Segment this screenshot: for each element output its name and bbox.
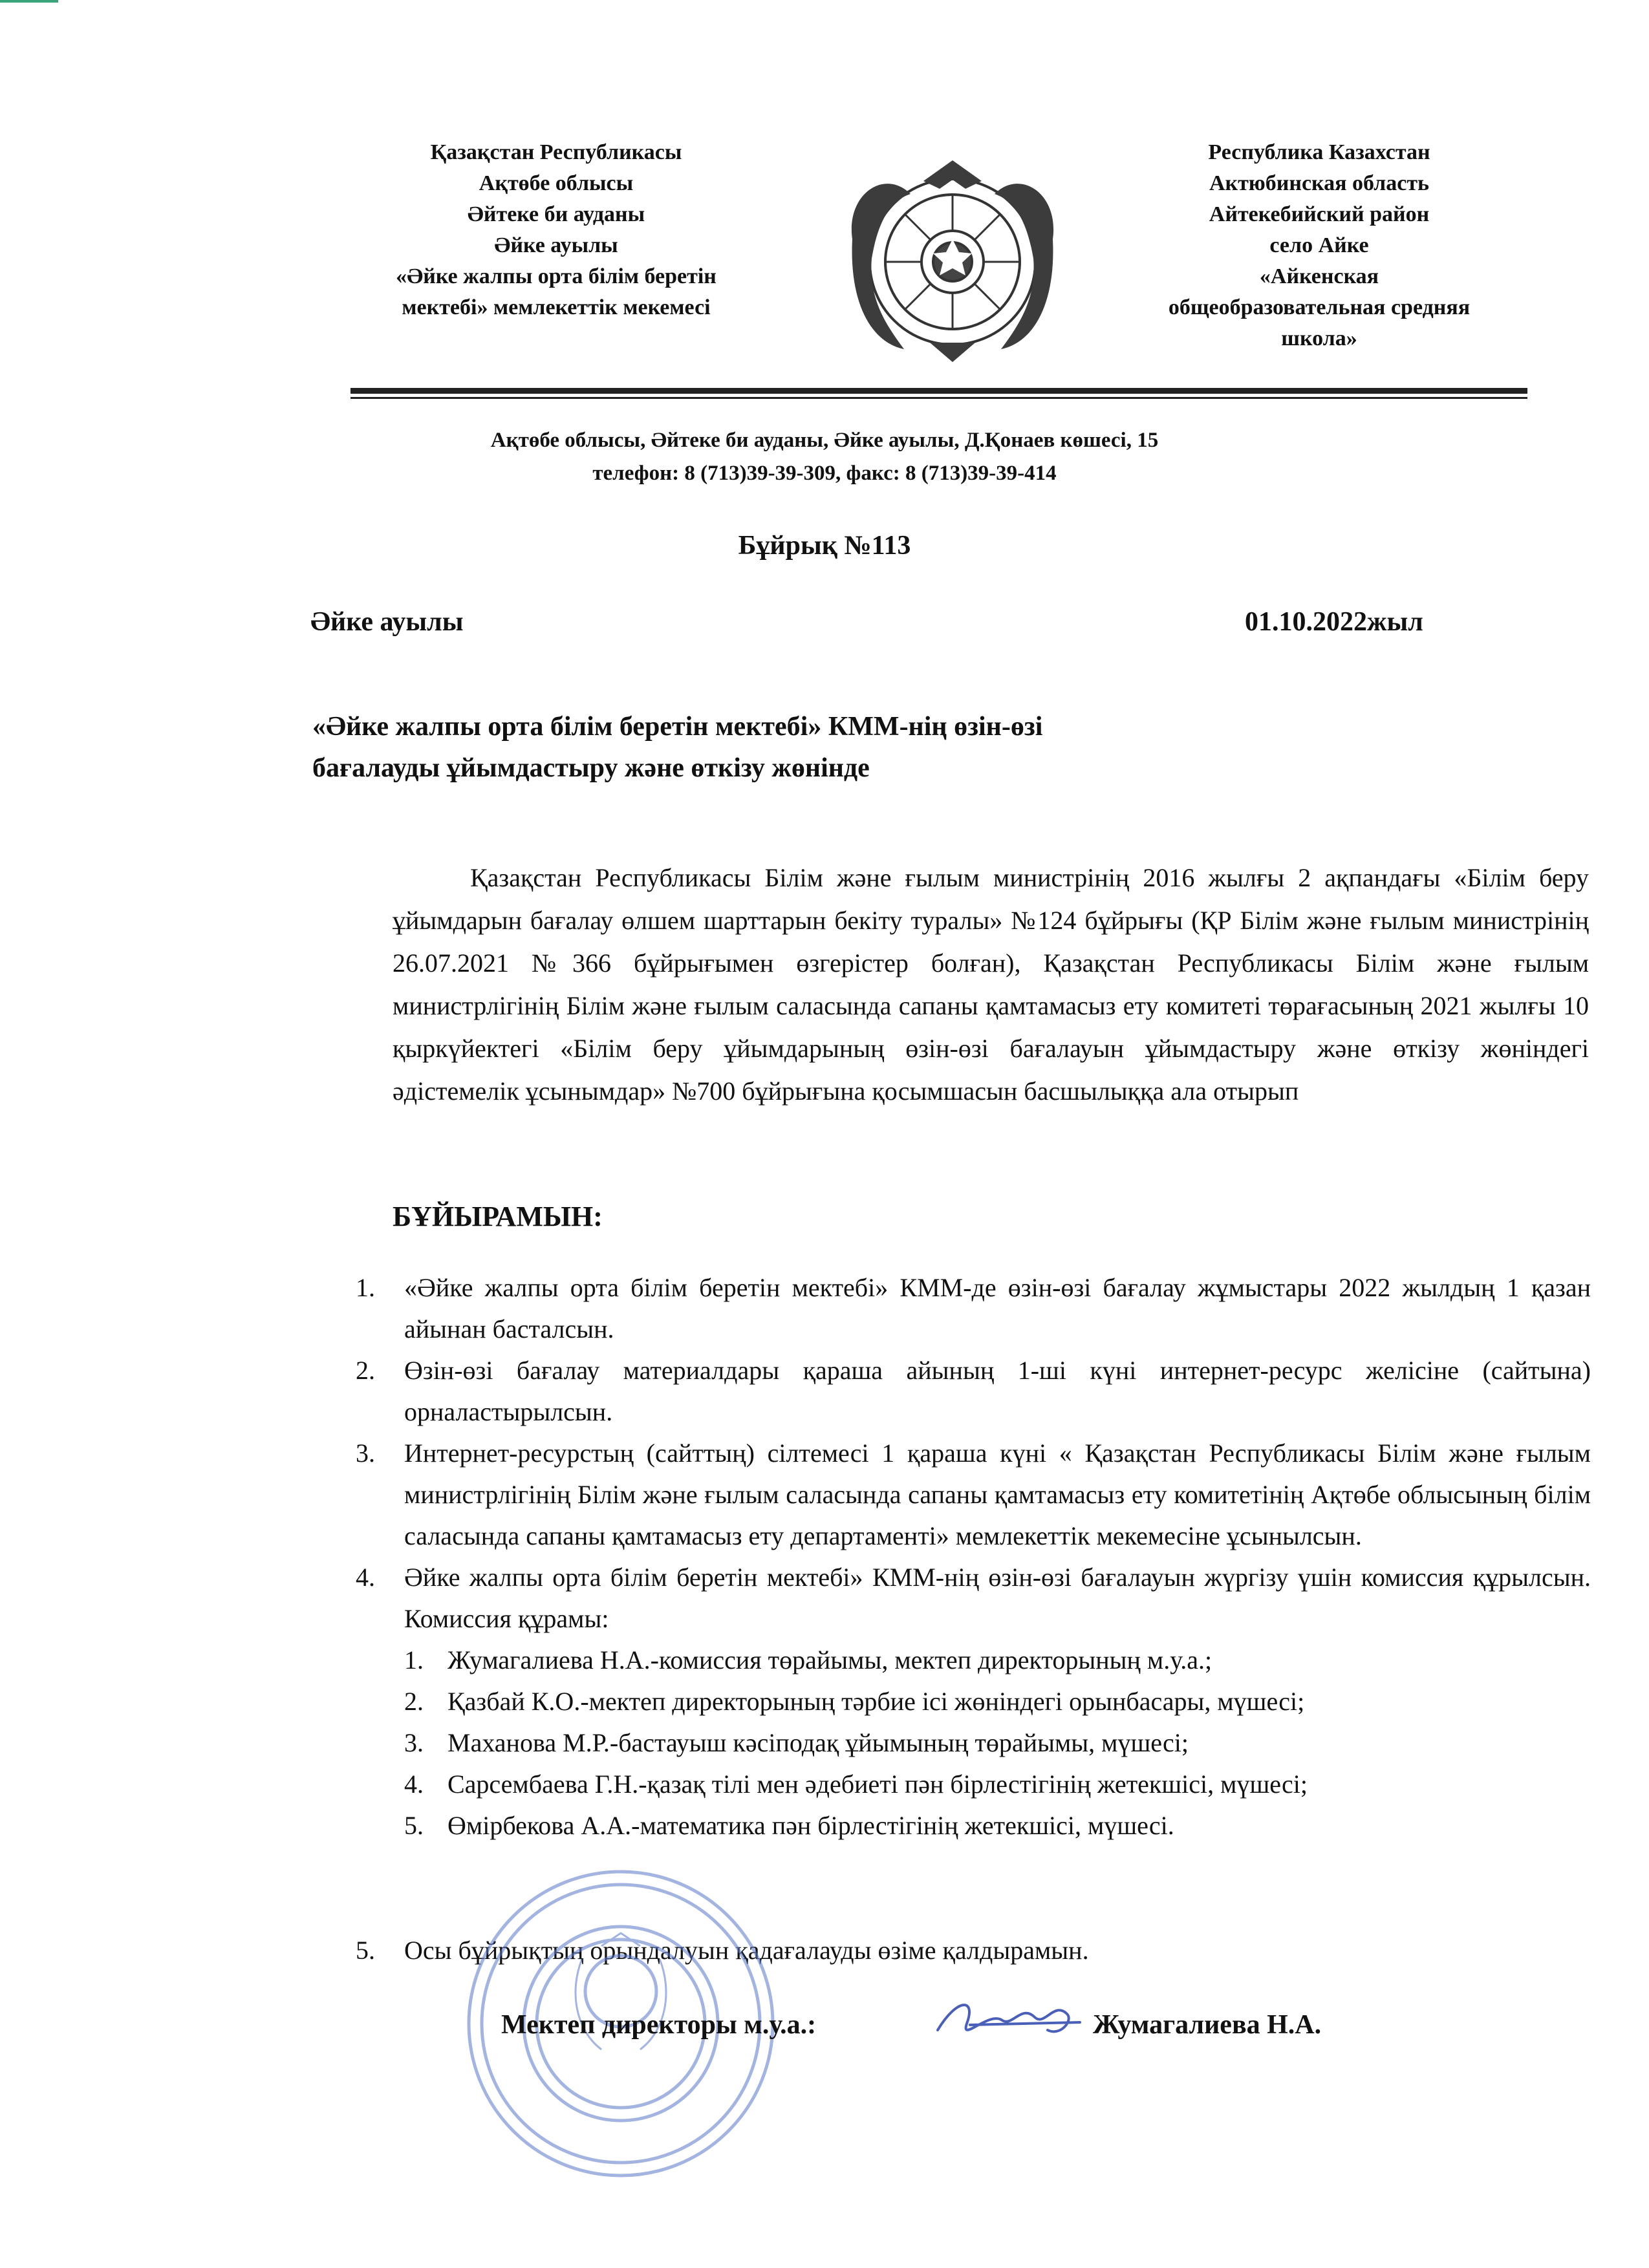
header-right-line: «Айкенская [1259,264,1379,288]
decree-word: БҰЙЫРАМЫН: [393,1201,603,1232]
commission-member-number: 2. [404,1687,424,1716]
commission-member-number: 1. [404,1645,424,1674]
commission-member-text: Өмірбекова А.А.-математика пән бірлестігінің жетекшісі, мүшесі. [447,1811,1174,1840]
commission-members-list [349,1640,1591,1846]
signatory-name: Жумагалиева Н.А. [1093,2010,1322,2040]
order-title: Бұйрық №113 [738,531,911,561]
state-emblem-icon [833,155,1072,369]
commission-member [349,1640,1591,1681]
order-date: 01.10.2022жыл [1245,607,1423,637]
commission-member-number: 5. [404,1811,424,1840]
signature-icon [931,1985,1086,2056]
header-right-line: Актюбинская область [1209,171,1430,195]
header-left-line: Қазақстан Республикасы [430,140,682,164]
contacts-line: телефон: 8 (713)39-39-309, факс: 8 (713)39-39-414 [592,462,1057,485]
order-item [349,1267,1591,1350]
order-item-number: 5. [356,1936,375,1965]
preamble-paragraph: Қазақстан Республикасы Білім және ғылым министрінің 2016 жылғы 2 ақпандағы «Білім беру ұйымдарын бағалау өлшем шарттарын бекіту туралы» №124 бұйрығы (ҚР Білім және ғылым министрінің 26.07.2021 №366 бұйрығымен өзгерістер болған), Қазақстан Республикасы Білім және ғылым министрлігінің Білім және ғылым саласында сапаны қамтамасыз ету комитеті төрағасының 2021 жылғы 10 қыркүйектегі «Білім беру ұйымдарының өзін-өзі бағалауын ұйымдастыру және өткізу жөніндегі әдістемелік ұсынымдар» №700 бұйрығына қосымшасын басшылыққа ала отырып [393,863,1589,1106]
header-left-line: мектебі» мемлекеттік мекемесі [402,295,711,319]
order-item-number: 2. [356,1356,375,1385]
signature-label: Мектеп директоры м.у.а.: [501,2010,817,2040]
commission-member [349,1764,1591,1805]
order-items-list [349,1267,1591,1846]
order-item [349,1557,1591,1640]
header-right-line: школа» [1281,326,1357,350]
order-item-number: 1. [356,1273,375,1302]
order-item-text: «Әйке жалпы орта білім беретін мектебі» КММ-де өзін-өзі бағалау жұмыстары 2022 жылдың 1 қазан айынан басталсын. [404,1273,1591,1343]
order-item-number: 3. [356,1439,375,1468]
commission-member-text: Қазбай К.О.-мектеп директорының тәрбие ісі жөніндегі орынбасары, мүшесі; [447,1687,1305,1716]
order-subject-line: бағалауды ұйымдастыру және өткізу жөнінде [312,753,870,783]
header-left-line: Әйтеке би ауданы [467,202,645,226]
header-right-line: село Айке [1269,233,1369,257]
order-item-text: Әйке жалпы орта білім беретін мектебі» КММ-нің өзін-өзі бағалауын жүргізу үшін комиссия құрылсын. Комиссия құрамы: [404,1563,1591,1633]
corner-scan-mark [0,0,58,3]
header-left-line: Ақтөбе облысы [479,171,634,195]
commission-member-number: 4. [404,1770,424,1799]
header-divider-thick [350,388,1527,394]
header-right-line: Айтекебийский район [1209,202,1430,226]
commission-member-text: Сарсембаева Г.Н.-қазақ тілі мен әдебиеті пән бірлестігінің жетекшісі, мүшесі; [447,1770,1308,1799]
order-item-text: Өзін-өзі бағалау материалдары қараша айының 1-ші күні интернет-ресурс желісіне (сайтына) орналастырылсын. [404,1356,1591,1426]
header-divider-thin [350,397,1527,399]
commission-member [349,1681,1591,1722]
order-place: Әйке ауылы [310,607,464,637]
header-right-line: общеобразовательная средняя [1168,295,1471,319]
header-right-line: Республика Казахстан [1208,140,1430,164]
order-item [349,1433,1591,1557]
order-item-number: 4. [356,1563,375,1592]
order-subject-line: «Әйке жалпы орта білім беретін мектебі» КММ-нің өзін-өзі [312,712,1043,742]
commission-member [349,1805,1591,1846]
commission-member [349,1722,1591,1764]
header-left-kazakh [336,137,776,323]
order-item-text: Осы бұйрықтың орындалуын қадағалауды өзіме қалдырамын. [404,1936,1089,1965]
order-item [349,1350,1591,1433]
commission-member-text: Маханова М.Р.-бастауыш кәсіподақ ұйымының төрайымы, мүшесі; [447,1728,1189,1757]
commission-member-text: Жумагалиева Н.А.-комиссия төрайымы, мектеп директорының м.у.а.; [447,1645,1212,1674]
header-right-russian [1093,137,1546,354]
order-item-text: Интернет-ресурстың (сайттың) сілтемесі 1 қараша күні « Қазақстан Республикасы Білім және ғылым министрлігінің Білім және ғылым саласында сапаны қамтамасыз ету комитетінің Ақтөбе облысының білім саласында сапаны қамтамасыз ету департаменті» мемлекеттік мекемесіне ұсынылсын. [404,1439,1591,1550]
address-line: Ақтөбе облысы, Әйтеке би ауданы, Әйке ауылы, Д.Қонаев көшесі, 15 [490,429,1159,452]
header-left-line: Әйке ауылы [494,233,618,257]
commission-member-number: 3. [404,1728,424,1757]
header-left-line: «Әйке жалпы орта білім беретін [396,264,717,288]
